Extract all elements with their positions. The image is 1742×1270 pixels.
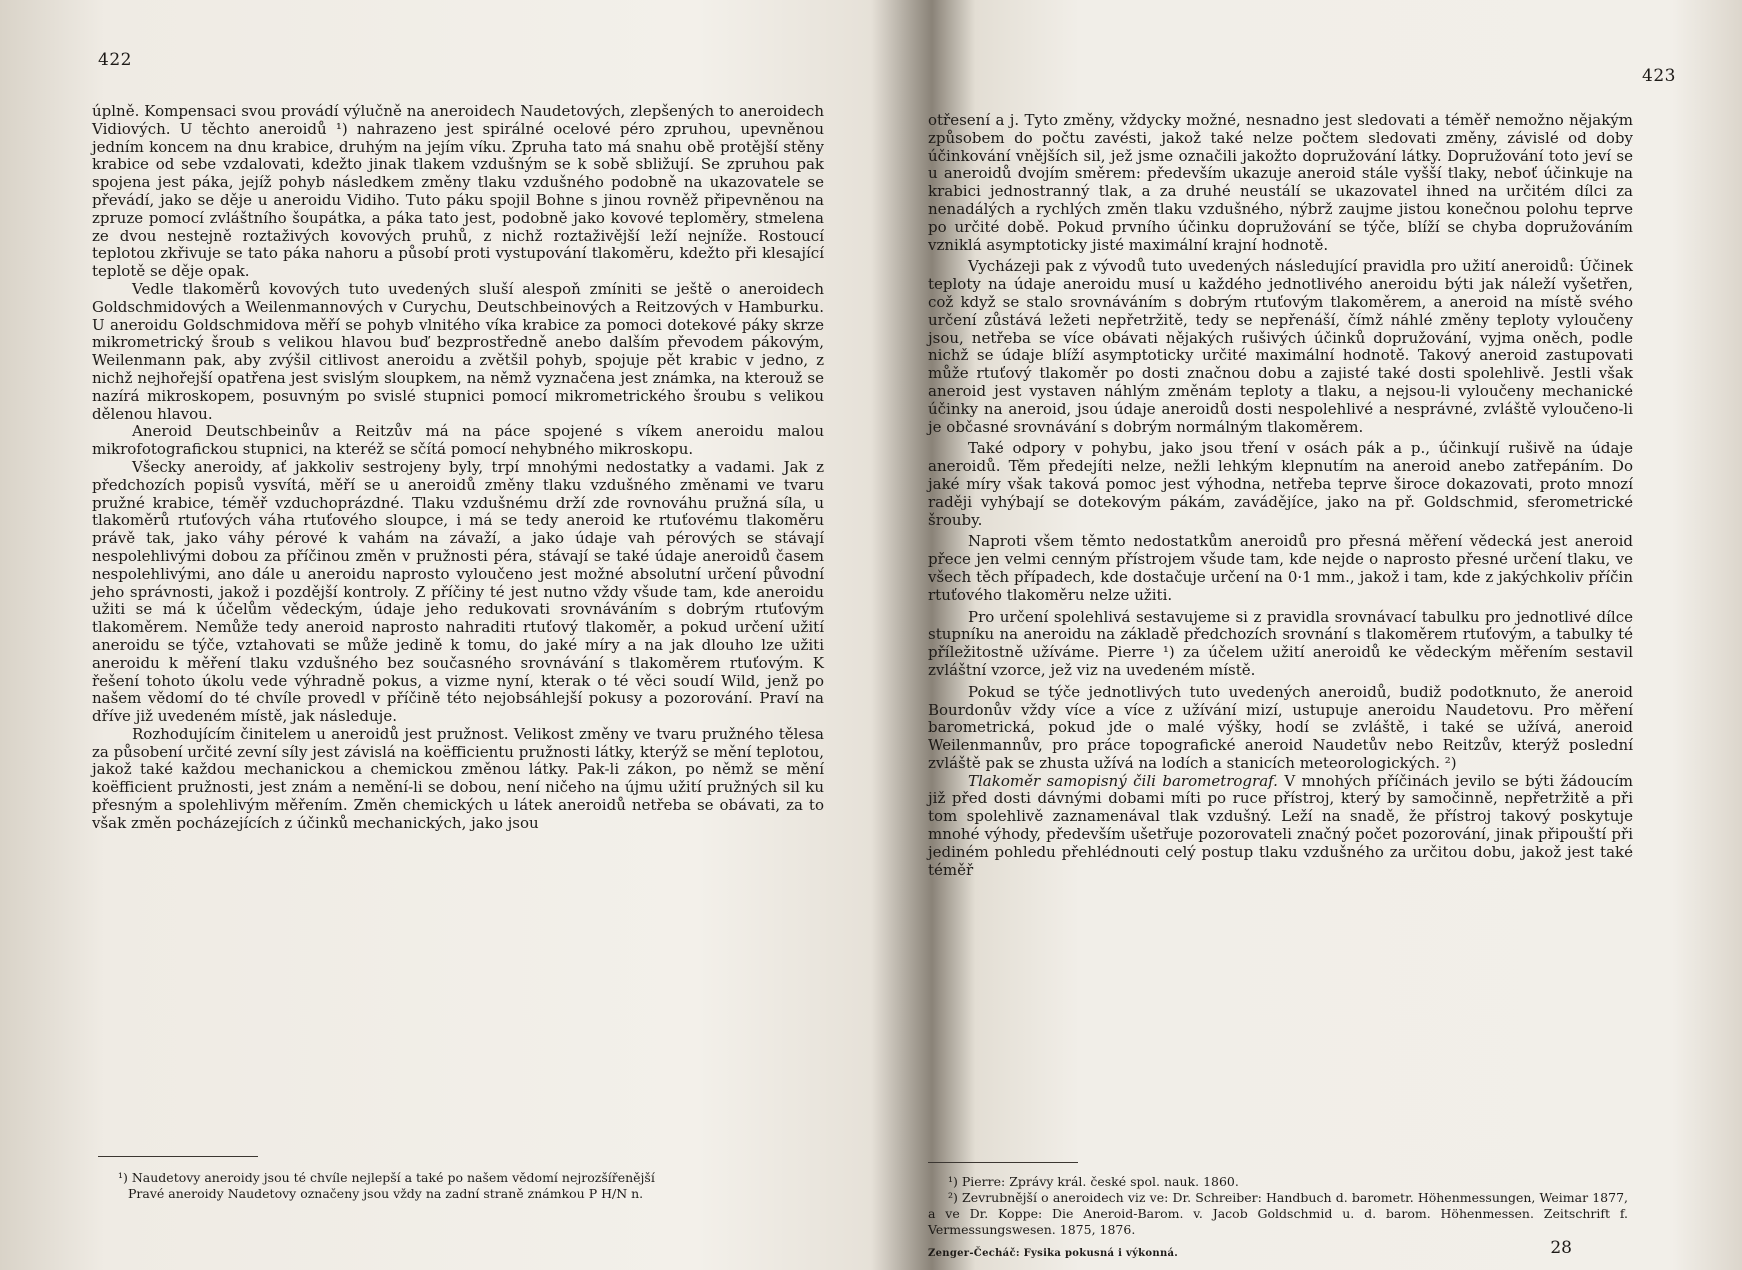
footnotes [928, 1174, 1628, 1238]
page-number: 423 [1642, 66, 1676, 86]
footnote: ¹) Naudetovy aneroidy jsou té chvíle nejlepší a také po našem vědomí nejrozšířenější [118, 1170, 655, 1185]
paragraph: otřesení a j. Tyto změny, vždycky možné, nesnadno jest sledovati a téměř nemožno nějakým způsobem do počtu zavésti, jakož také nelze počtem sledovati změny, závislé od doby účinkování vnějších sil, jež jsme označili jakožto dopružování látky. Dopružování toto jeví se u aneroidů dvojím směrem: především ukazuje aneroid stále vyšší tlaky, neboť účinkuje na krabici jednostranný tlak, a za druhé neustálí se ukazovatel ihned na určitém dílci za nenadálých a rychlých změn tlaku vzdušného, nýbrž zaujme jistou konečnou polohu teprve po určité době. Pokud prvního účinku dopružování se týče, blíží se chyba dopružováním vzniklá asymptoticky jisté maximální krajní hodnotě. [928, 111, 1633, 254]
footnote: ¹) Pierre: Zprávy král. české spol. nauk. 1860. [948, 1174, 1239, 1189]
paragraph: Pro určení spolehlivá sestavujeme si z pravidla srovnávací tabulku pro jednotlivé dílce stupníku na aneroidu na základě předchozích srovnání s tlakoměrem rtuťovým, a tabulky té příležitostně užíváme. Pierre ¹) za účelem užití aneroidů ke vědeckým měřením sestavil zvláštní vzorce, jež viz na uvedeném místě. [928, 607, 1633, 679]
paragraph: Pokud se týče jednotlivých tuto uvedených aneroidů, budiž podotknuto, že aneroid Bourdonův vždy více a více z užívání mizí, ustupuje aneroidu Naudetovu. Pro měření barometrická, pokud jde o malé výšky, hodí se zvláště, i také se užívá, aneroid Weilenmannův, pro práce topografické aneroid Naudetův nebo Reitzův, kterýž poslední zvláště pak se zhusta užívá na lodích a stanicích meteorologických. ²) [928, 682, 1633, 772]
footnote-continuation: Pravé aneroidy Naudetovy označeny jsou vždy na zadní straně známkou P H/N n. [128, 1186, 644, 1201]
right-page [900, 0, 1676, 1270]
paragraph: Aneroid Deutschbeinův a Reitzův má na páce spojené s víkem aneroidu malou mikrofotografickou stupnici, na kteréž se sčítá pomocí nehybného mikroskopu. [92, 422, 824, 459]
section-heading: Tlakoměr samopisný čili barometrograf. [968, 771, 1278, 790]
paragraph: Všecky aneroidy, ať jakkoliv sestrojeny byly, trpí mnohými nedostatky a vadami. Jak z předchozích popisů vysvítá, měří se u aneroidů změny tlaku vzdušného změnami ve tvaru pružné krabice, téměř vzduchoprázdné. Tlaku vzdušnému drží zde rovnováhu pružná síla, u tlakoměrů rtuťových váha rtuťového sloupce, i má se tedy aneroid ke rtuťovému tlakoměru právě tak, jako váhy pérové k vahám na závaží, a jako údaje vah pérových se stávají nespolehlivými dobou za příčinou změn v pružnosti péra, stávají se také údaje aneroidů časem nespolehlivými, ano dále u aneroidu naprosto vyloučeno jest možné absolutní určení původní jeho správnosti, jakož i pozdější kontroly. Z příčiny té jest nutno vždy všude tam, kde aneroidu užiti se má k účelům vědeckým, údaje jeho redukovati srovnáváním s dobrým rtuťovým tlakoměrem. Nemůže tedy aneroid naprosto nahraditi rtuťový tlakoměr, a pokud určení užití aneroidu se týče, vztahovati se může jedině k tomu, do jaké míry a na jak dlouho lze užiti aneroidu k měření tlaku vzdušného bez současného srovnávání s tlakoměrem rtuťovým. K řešení tohoto úkolu vede výhradně pokus, a vizme nyní, kterak o té věci soudí Wild, jenž po našem vědomí do té chvíle provedl v příčině této nejobsáhlejší pokusy a pozorování. Praví na dříve již uvedeném místě, jak následuje. [92, 457, 824, 726]
paragraph: Také odpory v pohybu, jako jsou tření v osách pák a p., účinkují rušivě na údaje aneroidů. Těm předejíti nelze, nežli lehkým klepnutím na aneroid anebo zatřepáním. Do jaké míry však taková pomoc jest výhodna, netřeba teprve široce dokazovati, proto mnozí raději vyhýbají se dotekovým pákám, zavádějíce, jako na př. Goldschmid, sferometrické šrouby. [928, 439, 1633, 529]
footnote-rule [928, 1162, 1078, 1163]
footnotes [98, 1170, 826, 1202]
paragraph: Vedle tlakoměrů kovových tuto uvedených sluší alespoň zmíniti se ještě o aneroidech Goldschmidových a Weilenmannových v Curychu, Deutschbeinových a Reitzových v Hamburku. U aneroidu Goldschmidova měří se pohyb vlnitého víka krabice za pomoci dotekové páky skrze mikrometrický šroub s velikou hlavou buď bezprostředně anebo dalším převodem pákovým, Weilenmann pak, aby zvýšil citlivost aneroidu a zvětšil pohyb, spojuje pět krabic v jedno, z nichž nejhořejší opatřena jest svislým sloupkem, na němž vyznačena jest známka, na kterouž se nazírá mikroskopem, posuvným po svislé stupnici pomocí mikrometrického šroubu s velikou dělenou hlavou. [92, 279, 824, 423]
paragraph: úplně. Kompensaci svou provádí výlučně na aneroidech Naudetových, zlepšených to aneroidech Vidiových. U těchto aneroidů ¹) nahrazeno jest spirálné ocelové péro zpruhou, upevněnou jedním koncem na dnu krabice, druhým na jejím víku. Zpruha tato má snahu obě protější stěny krabice od sebe vzdalovati, kdežto jinak tlakem vzdušným se k sobě sbližují. Se zpruhou pak spojena jest páka, jejíž pohyb následkem změny tlaku vzdušného podobně na ukazovatele se převádí, jako se děje u aneroidu Vidiho. Tuto páku spojil Bohne s jinou rovněž připevněnou na zpruze pomocí zvláštního šoupátka, a páka tato jest, podobně jako kovové teploměry, stmelena ze dvou nestejně roztaživých kovových pruhů, z nichž roztaživější leží nejníže. Rostoucí teplotou zkřivuje se tato páka nahoru a působí proti vystupování tlakoměru, kdežto při klesající teplotě se děje opak. [92, 102, 824, 281]
footnote-rule [98, 1156, 258, 1157]
footnote: ²) Zevrubnější o aneroidech viz ve: Dr. Schreiber: Handbuch d. barometr. Höhenmessungen, Weimar 1877, a ve Dr. Koppe: Die Aneroid-Barom. v. Jacob Goldschmid u. d. barom. Höhenmessen. Zeitschrift f. Vermessungswesen. 1875, 1876. [928, 1190, 1628, 1237]
paragraph: Vycházeji pak z vývodů tuto uvedených následující pravidla pro užití aneroidů: Účinek teploty na údaje aneroidu musí u každého jednotlivého aneroidu býti jak náleží vyšetřen, což když se stalo srovnáváním s dobrým rtuťovým tlakoměrem, a aneroid na místě svého určení zůstává ležeti nepřetržitě, tedy se nepřenáší, čímž náhlé změny teploty vyloučeny jsou, netřeba se více obávati nějakých rušivých účinků dopružování, vyjma oněch, podle nichž se údaje blíží asymptoticky určité maximální hodnotě. Takový aneroid zastupovati může rtuťový tlakoměr po dosti značnou dobu a zajisté také dosti spolehlivě. Jestli však aneroid jest vystaven náhlým změnám teploty a tlaku, a nejsou-li vyloučeny mechanické účinky na aneroid, jsou údaje aneroidů dosti nespolehlivé a nesprávné, zvláště vyloučeno-li je občasné srovnávání s dobrým normálným tlakoměrem. [928, 257, 1633, 436]
left-page [60, 0, 868, 1270]
page-body [92, 103, 824, 833]
page-body [928, 112, 1633, 879]
paragraph-text: V mnohých příčinách jevilo se býti žádoucím již před dosti dávnými dobami míti po ruce přístroj, který by samočinně, nepřetržitě a při tom spolehlivě zaznamenával tlak vzdušný. Leží na snadě, že přístroj takový poskytuje mnohé výhody, především ušetřuje pozorovateli značný počet pozorování, jinak připouští při jediném pohledu přehlédnouti celý postup tlaku vzdušného za určitou dobu, jakož jest také téměř [928, 771, 1634, 879]
paragraph: Rozhodujícím činitelem u aneroidů jest pružnost. Velikost změny ve tvaru pružného tělesa za působení určité zevní síly jest závislá na koëfficientu pružnosti látky, kterýž se mění teplotou, jakož také každou mechanickou a chemickou změnou látky. Pak-li zákon, po němž se mění koëfficient pružnosti, jest znám a nemění-li se dobou, není ničeho na újmu užití pružných sil ku přesným a spolehlivým měřením. Změn chemických u látek aneroidů netřeba se obávati, za to však změn pocházejících z účinků mechanických, jako jsou [92, 724, 824, 832]
printer-signature: Zenger-Čecháč: Fysika pokusná i výkonná. [928, 1248, 1179, 1259]
paragraph [928, 773, 1633, 880]
signature-number: 28 [1550, 1238, 1572, 1258]
paragraph: Naproti všem těmto nedostatkům aneroidů pro přesná měření vědecká jest aneroid přece jen velmi cenným přístrojem všude tam, kde nejde o naprosto přesné určení tlaku, ve všech těch případech, kde dostačuje určení na 0·1 mm., jakož i tam, kde z jakýchkoliv příčin rtuťového tlakoměru nelze užiti. [928, 532, 1633, 604]
page-number: 422 [98, 50, 132, 70]
